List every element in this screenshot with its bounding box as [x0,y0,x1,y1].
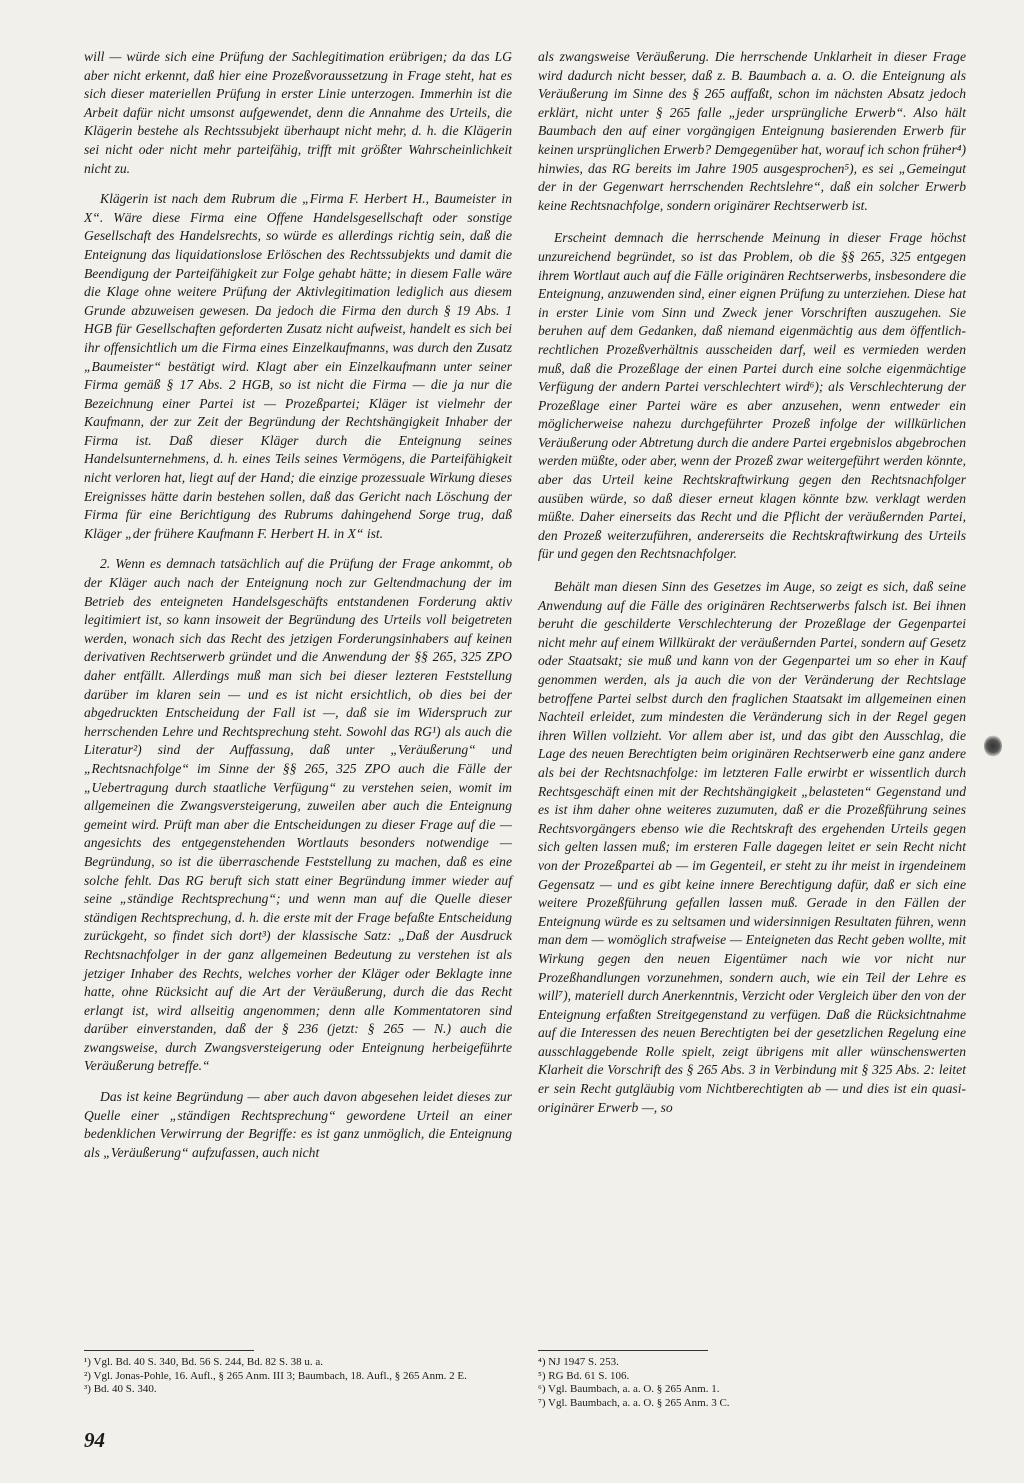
footnote: ⁴) NJ 1947 S. 253. [538,1356,619,1368]
paragraph: als zwangsweise Veräußerung. Die herrschende Unklarheit in dieser Frage wird dadurch nicht besser, daß z. B. Baumbach a. a. O. die Enteignung als Veräußerung im Sinne des § 265 auffaßt, schon im nächsten Absatz jedoch erklärt, nicht unter § 265 falle „jeder ursprüngliche Erwerb“. Also hält Baumbach den auf einer vorgängigen Enteignung basierenden Erwerb für keinen ursprünglichen Erwerb? Demgegenüber hat, worauf ich schon früher⁴) hinwies, das RG bereits im Jahre 1905 ausgesprochen⁵), es sei „Gemeingut der in der Gegenwart herrschenden Rechtslehre“, daß ein solcher Erwerb keine Rechtsnachfolge, sondern originärer Rechtserwerb ist. [538,49,966,213]
footnotes-right [538,1350,966,1410]
paragraph: Das ist keine Begründung — aber auch davon abgesehen leidet dieses zur Quelle einer „ständigen Rechtsprechung“ gewordene Urteil an einer bedenklichen Verwirrung der Begriffe: es ist ganz unmöglich, die Enteignung als „Veräußerung“ aufzufassen, auch nicht [84,1089,512,1160]
footnotes-left [84,1350,512,1397]
page-number: 94 [84,1428,105,1452]
footnote: ⁵) RG Bd. 61 S. 106. [538,1369,630,1382]
footnote: ³) Bd. 40 S. 340. [84,1383,157,1395]
paragraph: Klägerin ist nach dem Rubrum die „Firma F. Herbert H., Baumeister in X“. Wäre diese Firma eine Offene Handelsgesellschaft oder sonstige Gesellschaft des Handelsrechts, so würde es allerdings richtig sein, daß die Enteignung das liquidationslose Erlöschen des Rechtssubjekts und damit die Beendigung der Parteifähigkeit zur Folge gehabt hätte; in diesem Falle wäre die Klage ohne weitere Prüfung der Aktivlegitimation lediglich aus diesem Grunde abzuweisen gewesen. Da jedoch die Firma den durch § 19 Abs. 1 HGB für Gesellschaften geforderten Zusatz nicht aufweist, handelt es sich bei ihr offensichtlich um die Firma eines Einzelkaufmanns, was durch den Zusatz „Baumeister“ bestätigt wird. Klagt aber ein Einzelkaufmann unter seiner Firma gemäß § 17 Abs. 2 HGB, so ist nicht die Firma — die ja nur die Bezeichnung einer Partei ist — Prozeßpartei; Kläger ist vielmehr der Kaufmann, der zur Zeit der Begründung der Rechtshängigkeit Inhaber der Firma ist. Daß dieser Kläger durch die Enteignung seines Handelsunternehmens, d. h. eines Teils seines Vermögens, die Parteifähigkeit nicht verloren hat, liegt auf der Hand; die einzige prozessuale Wirkung dieses Ereignisses hätte darin bestehen sollen, daß das Gericht nach Löschung der Firma für eine Berichtigung des Rubrums dahingehend Sorge trug, daß Kläger „der frühere Kaufmann F. Herbert H. in X“ ist. [84,191,512,541]
left-column [84,48,512,1162]
paragraph: Erscheint demnach die herrschende Meinung in dieser Frage höchst unzureichend begründet, so ist das Problem, ob die §§ 265, 325 entgegen ihrem Wortlaut auch auf die Fälle originären Rechtserwerbs, insbesondere die Enteignung, anzuwenden sind, einer eignen Prüfung zu unterziehen. Diese hat in erster Linie vom Sinn und Zweck jener Vorschriften auszugehen. Sie beruhen auf dem Gedanken, daß niemand eigenmächtig aus dem öffentlich-rechtlichen Prozeßverhältnis ausscheiden darf, weil es vermieden werden muß, daß die Prozeßlage der einen Partei durch eine solche eigenmächtige Verfügung der andern Partei verschlechtert wird⁶); als Verschlechterung der Prozeßlage einer Partei wäre es aber anzusehen, wenn entweder ein möglicherweise nahezu durchgeführter Prozeß infolge der willkürlichen Veräußerung oder Abtretung durch die andere Partei ergebnislos abgebrochen werden müßte, oder aber, wenn der Prozeß zwar weitergeführt werden könnte, aber das Urteil keine Rechtskraftwirkung gegen den Rechtsnachfolger ausüben würde, so daß dieser erneut klagen könnte bzw. verklagt werden müßte. Daher einerseits das Recht und die Pflicht der veräußernden Partei, den Prozeß weiterzuführen, andererseits die Rechtskraftwirkung des Urteils für und gegen den Rechtsnachfolger. [538,230,966,562]
ink-blot-mark [984,735,1002,757]
footnote-divider [84,1350,254,1351]
footnote: ²) Vgl. Jonas-Pohle, 16. Aufl., § 265 Anm. III 3; Baumbach, 18. Aufl., § 265 Anm. 2 E. [84,1369,467,1382]
paragraph: Behält man diesen Sinn des Gesetzes im Auge, so zeigt es sich, daß seine Anwendung auf die Fälle des originären Rechtserwerbs falsch ist. Bei ihnen beruht die geschilderte Verschlechterung der Prozeßlage der Gegenpartei nicht mehr auf einem Willkürakt der veräußernden Partei, sondern auf Gesetz oder Staatsakt; sie muß und kann von der Gegenpartei um so eher in Kauf genommen werden, als ja auch die von der Veränderung der Rechtslage betroffene Partei selbst durch den fraglichen Staatsakt im allgemeinen einen Nachteil erleidet, zum mindesten die Veränderung sich in der Regel gegen ihren Willen vollzieht. Vor allem aber ist, und das gibt den Ausschlag, die Lage des neuen Berechtigten beim originären Rechtserwerb eine ganz andere als bei der Rechtsnachfolge: im letzteren Falle erwirbt er wissentlich durch Rechtsgeschäft einen mit der Rechtshängigkeit „belasteten“ Gegenstand und es ist ihm daher ohne weiteres zuzumuten, daß er die Prozeßführung seines Rechtsvorgängers ebenso wie die Rechtskraft des ergehenden Urteils gegen sich gelten lassen muß; im ersteren Falle dagegen leitet er sein Recht nicht von der Prozeßpartei ab — im Gegenteil, er steht zu ihr meist in irgendeinem Gegensatz — und es gibt keine innere Berechtigung dafür, daß er sich eine weitere Prozeßführung gefallen lassen muß. Gerade in den Fällen der Enteignung würde es zu seltsamen und widersinnigen Resultaten führen, wenn man dem — womöglich strafweise — Enteigneten das Recht geben wollte, mit Wirkung gegen den neuen Eigentümer nach wie vor nicht nur Prozeßhandlungen vorzunehmen, sondern auch, wie ein Teil der Lehre es will⁷), materiell durch Anerkenntnis, Verzicht oder Vergleich über den von der Enteignung erfaßten Streitgegenstand zu verfügen. Daß die Rücksichtnahme auf die Interessen des neuen Berechtigten bei der gesetzlichen Regelung eine ausschlaggebende Rolle spielt, zeigt übrigens mit aller wünschenswerten Klarheit die Vorschrift des § 265 Abs. 3 in Verbindung mit § 325 Abs. 2: leitet er sein Recht gutgläubig vom Nichtberechtigten ab — und dies ist ein quasi-originärer Erwerb —, so [538,579,966,1115]
footnote: ¹) Vgl. Bd. 40 S. 340, Bd. 56 S. 244, Bd. 82 S. 38 u. a. [84,1356,324,1368]
footnote-divider [538,1350,708,1351]
right-column [538,48,966,1117]
footnote: ⁶) Vgl. Baumbach, a. a. O. § 265 Anm. 1. [538,1383,720,1395]
paragraph: will — würde sich eine Prüfung der Sachlegitimation erübrigen; da das LG aber nicht erkennt, daß hier eine Prozeßvoraussetzung in Frage steht, hat es sich dieser materiellen Prüfung in erster Linie unterzogen. Immerhin ist die Arbeit dafür nicht umsonst aufgewendet, denn die Annahme des Urteils, die Klägerin bestehe als Rechtssubjekt überhaupt nicht mehr, d. h. die Klägerin sei nicht oder nicht mehr parteifähig, trifft mit größter Wahrscheinlichkeit nicht zu. [84,49,512,176]
footnote: ⁷) Vgl. Baumbach, a. a. O. § 265 Anm. 3 C. [538,1396,730,1409]
paragraph: 2. Wenn es demnach tatsächlich auf die Prüfung der Frage ankommt, ob der Kläger auch nach der Enteignung noch zur Geltendmachung der im Betrieb des enteigneten Handelsgeschäfts entstandenen Forderung aktiv legitimiert ist, so kann insoweit der Begründung des Urteils voll beigetreten werden, wonach sich das Recht des jetzigen Forderungsinhabers auf keinen derivativen Rechtserwerb gründet und die Anwendung der §§ 265, 325 ZPO daher entfällt. Allerdings muß man sich bei dieser lezteren Feststellung darüber im klaren sein — und es ist nicht ersichtlich, ob dies bei der abgedruckten Entscheidung der Fall ist —, daß sie im Widerspruch zur herrschenden Lehre und Rechtsprechung steht. Sowohl das RG¹) als auch die Literatur²) sind der Auffassung, daß unter „Veräußerung“ und „Rechtsnachfolge“ im Sinne der §§ 265, 325 ZPO auch die Fälle der „Uebertragung durch staatliche Verfügung“ zu verstehen seien, womit im allgemeinen die Zwangsversteigerung, zuweilen aber auch die Enteignung gemeint wird. Prüft man aber die Entscheidungen zu dieser Frage auf die — angesichts des entgegenstehenden Wortlauts besonders notwendige — Begründung, so ist die überraschende Feststellung zu machen, daß es eine solche fehlt. Das RG beruft sich statt einer Begründung immer wieder auf seine „ständige Rechtsprechung“; und wenn man auf die Quelle dieser ständigen Rechtsprechung, d. h. die erste mit der Frage befaßte Entscheidung zurückgeht, so findet sich dort³) der klassische Satz: „Daß der Ausdruck Rechtsnachfolger in der ganz allgemeinen Bedeutung zu verstehen ist als jetziger Inhaber des Rechts, welches vorher der Kläger oder Beklagte inne hatte, ohne Rücksicht auf die Art der Veräußerung, durch die das Recht erlangt ist, wird allseitig angenommen; denn alle Kommentatoren sind darüber einverstanden, daß der § 236 (jetzt: § 265 — N.) auch die zwangsweise, durch Zwangsversteigerung oder Enteignung herbeigeführte Veräußerung betreffe.“ [84,556,512,1074]
